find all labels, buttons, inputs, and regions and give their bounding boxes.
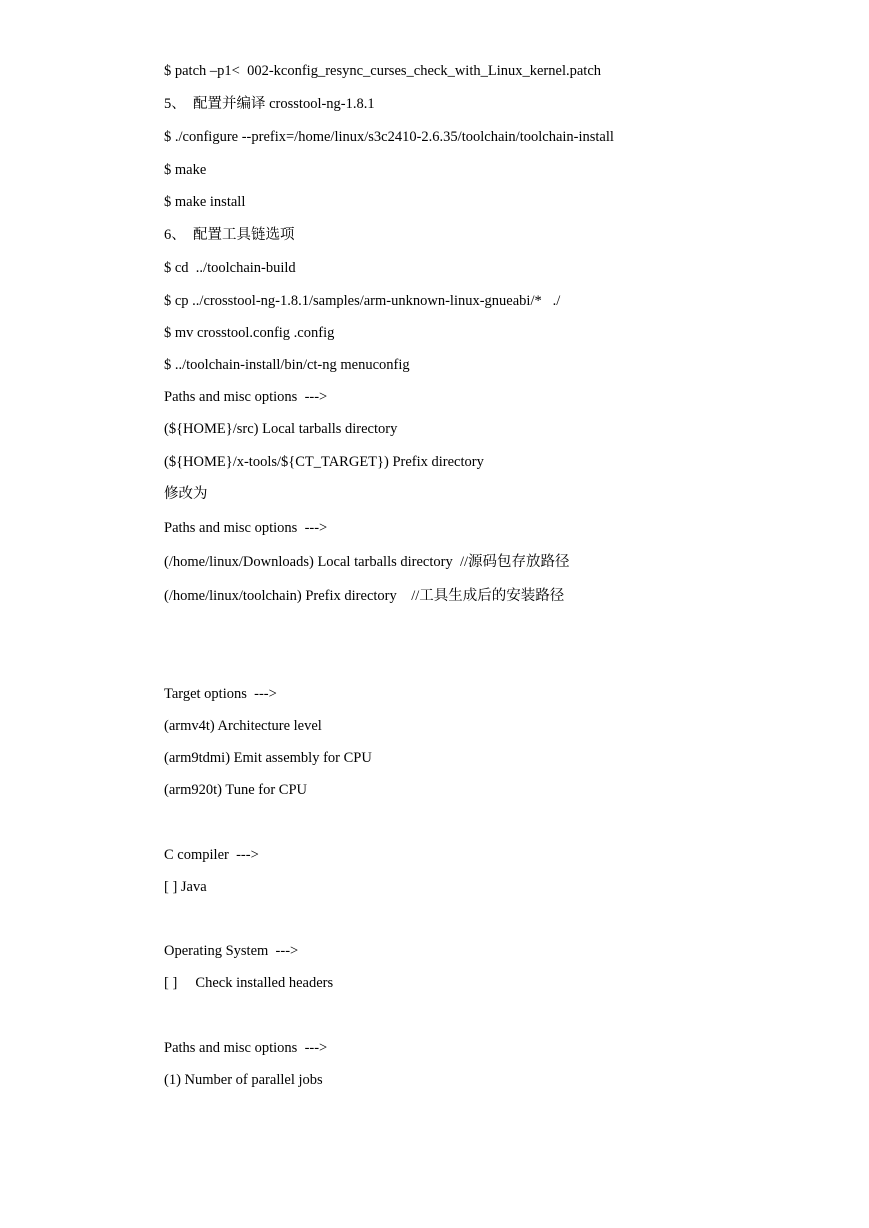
parallel-jobs-line: (1) Number of parallel jobs	[164, 1072, 323, 1088]
modify-to-line: 修改为	[164, 486, 208, 502]
step-6-heading: 6、 配置工具链选项	[164, 227, 295, 243]
paths-options-menu-line: Paths and misc options --->	[164, 1040, 328, 1056]
operating-system-menu-line: Operating System --->	[164, 943, 299, 959]
mv-command-line: $ mv crosstool.config .config	[164, 325, 335, 341]
make-command-line: $ make	[164, 162, 207, 178]
java-option-line: [ ] Java	[164, 879, 207, 895]
c-compiler-menu-line: C compiler --->	[164, 847, 259, 863]
target-options-menu-line: Target options --->	[164, 686, 277, 702]
check-headers-option-line: [ ] Check installed headers	[164, 975, 334, 991]
emit-assembly-line: (arm9tdmi) Emit assembly for CPU	[164, 750, 372, 766]
paths-options-menu-line: Paths and misc options --->	[164, 389, 328, 405]
cp-command-line: $ cp ../crosstool-ng-1.8.1/samples/arm-unknown-linux-gnueabi/* ./	[164, 293, 561, 309]
new-tarballs-line: (/home/linux/Downloads) Local tarballs directory //源码包存放路径	[164, 554, 570, 570]
default-tarballs-line: (${HOME}/src) Local tarballs directory	[164, 421, 398, 437]
architecture-level-line: (armv4t) Architecture level	[164, 718, 322, 734]
patch-command-line: $ patch –p1< 002-kconfig_resync_curses_check_with_Linux_kernel.patch	[164, 63, 602, 79]
tune-cpu-line: (arm920t) Tune for CPU	[164, 782, 307, 798]
cd-command-line: $ cd ../toolchain-build	[164, 260, 296, 276]
make-install-command-line: $ make install	[164, 194, 246, 210]
default-prefix-line: (${HOME}/x-tools/${CT_TARGET}) Prefix directory	[164, 454, 484, 470]
configure-command-line: $ ./configure --prefix=/home/linux/s3c2410-2.6.35/toolchain/toolchain-install	[164, 129, 614, 145]
step-5-heading: 5、 配置并编译 crosstool-ng-1.8.1	[164, 96, 375, 112]
menuconfig-command-line: $ ../toolchain-install/bin/ct-ng menuconfig	[164, 357, 410, 373]
paths-options-menu-line: Paths and misc options --->	[164, 520, 328, 536]
new-prefix-line: (/home/linux/toolchain) Prefix directory //工具生成后的安装路径	[164, 588, 565, 604]
